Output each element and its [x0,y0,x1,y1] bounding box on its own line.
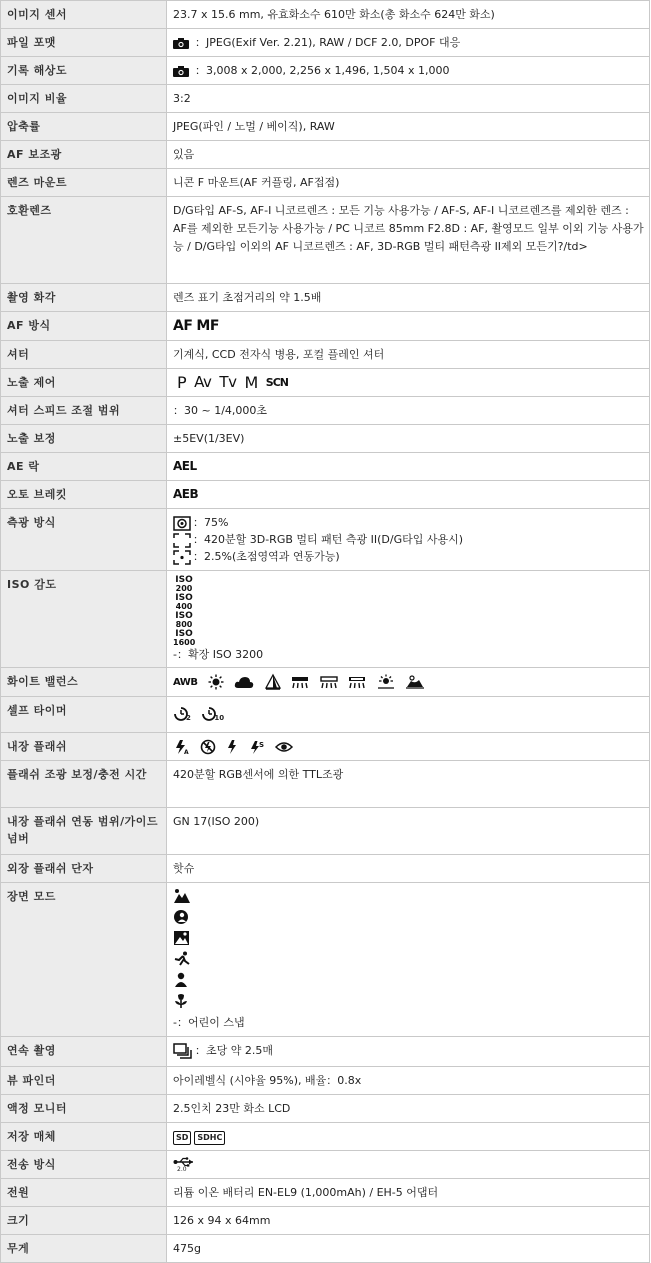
spot-metering-icon [173,550,191,565]
svg-text:S: S [258,740,264,749]
table-row [1,340,650,368]
shade-icon [265,674,281,690]
self-timer-2s-icon: 2 [173,702,191,727]
row-label: 저장 매체 [1,1122,167,1150]
row-label: AE 락 [1,453,167,481]
row-value [167,668,650,697]
row-value: 아이레벨식 (시야율 95%), 배율：0.8x [167,1066,650,1094]
row-value: ：30 ~ 1/4,000초 [167,397,650,425]
row-label: 무게 [1,1234,167,1262]
table-row [1,29,650,57]
table-row [1,453,650,481]
iso-800-icon: ISO 800 [175,611,193,629]
portrait-icon [173,972,645,993]
row-value: 있음 [167,141,650,169]
row-label: AF 방식 [1,312,167,341]
center-weighted-metering-icon [173,516,191,531]
continuous-shooting-text: ：초당 약 2.5매 [195,1043,273,1057]
table-row [1,1036,650,1066]
metering-text: ：420분할 3D-RGB 멀티 패턴 측광 II(D/G타입 사용시) [193,533,464,546]
row-label: 셔터 [1,340,167,368]
row-value: GN 17(ISO 200) [167,807,650,854]
table-row [1,57,650,85]
red-eye-reduction-icon [275,740,293,754]
row-label: 파일 포맷 [1,29,167,57]
matrix-metering-icon [173,533,191,548]
incandescent-icon [208,674,224,690]
table-row [1,1094,650,1122]
table-row [1,1150,650,1178]
table-row [1,854,650,882]
cloudy-icon [234,675,254,689]
table-row [1,1178,650,1206]
metering-line [173,531,645,548]
row-value [167,57,650,85]
flash-slow-sync-icon [249,739,265,755]
row-value: 3:2 [167,85,650,113]
metering-text: ：75% [193,516,229,529]
row-value [167,509,650,571]
row-value [167,571,650,668]
landscape-icon [173,888,645,909]
row-value: 핫슈 [167,854,650,882]
metering-line [173,514,645,531]
row-label: 액정 모니터 [1,1094,167,1122]
row-label: 기록 해상도 [1,57,167,85]
table-row [1,284,650,312]
row-label: 셔터 스피드 조절 범위 [1,397,167,425]
row-value: 렌즈 표기 초점거리의 약 1.5배 [167,284,650,312]
table-row [1,571,650,668]
row-label: 전원 [1,1178,167,1206]
table-row [1,668,650,697]
row-label: 장면 모드 [1,882,167,1036]
camera-icon [173,66,189,77]
row-value [167,732,650,760]
row-label: 뷰 파인더 [1,1066,167,1094]
camera-icon [173,38,189,49]
continuous-shooting-icon [173,1043,193,1059]
flash-auto-icon [173,739,189,755]
table-row [1,141,650,169]
row-label: 외장 플래쉬 단자 [1,854,167,882]
row-label: 연속 촬영 [1,1036,167,1066]
iso-extended-text: -：확장 ISO 3200 [173,648,264,661]
usb-icon: 2.0 [173,1157,195,1173]
row-value [167,453,650,481]
table-row [1,696,650,732]
resolution-text: ：3,008 x 2,000, 2,256 x 1,496, 1,504 x 1,000 [195,64,450,77]
ae-lock-icon: AEL [173,459,197,473]
row-label: 오토 브레킷 [1,481,167,509]
row-value: 475g [167,1234,650,1262]
row-value: D/G타입 AF-S, AF-I 니코르렌즈 : 모든 기능 사용가능 / AF-S, AF-I 니코르렌즈를 제외한 렌즈 : AF를 제외한 모든기능 사용가능 / PC 니코르 85mm F2.8D : AF, 촬영모드 일부 이외 기능 사용가능 / D/G타입 이외의 AF 니코르렌즈 : AF, 3D-RGB 멀티 패턴측광 II제외 모든기?/td> [167,197,650,284]
row-value: 23.7 x 15.6 mm, 유효화소수 610만 화소(총 화소수 624만 화소) [167,1,650,29]
row-label: AF 보조광 [1,141,167,169]
row-value: 기계식, CCD 전자식 병용, 포컬 플레인 셔터 [167,340,650,368]
table-row [1,397,650,425]
row-label: 내장 플래쉬 연동 범위/가이드넘버 [1,807,167,854]
metering-text: ：2.5%(초점영역과 연동가능) [193,550,340,563]
table-row [1,312,650,341]
row-label: 전송 방식 [1,1150,167,1178]
row-label: 노출 제어 [1,368,167,397]
row-label: ISO 감도 [1,571,167,668]
row-value: JPEG(파인 / 노멀 / 베이직), RAW [167,113,650,141]
fluorescent-icon [291,674,309,690]
fluorescent-2-icon [320,674,338,690]
row-value [167,1036,650,1066]
preset-manual-icon [405,675,425,689]
direct-sunlight-icon [377,674,395,690]
table-row [1,509,650,571]
manual-mode-icon: M [244,373,258,392]
row-value [167,1122,650,1150]
night-portrait-icon [173,909,645,930]
row-label: 이미지 센서 [1,1,167,29]
iso-400-icon: ISO 400 [175,593,193,611]
child-snap-text: -：어린이 스냅 [173,1015,245,1029]
flash-off-icon [200,739,216,755]
table-row [1,113,650,141]
flash-fill-icon [226,739,238,755]
row-value [167,29,650,57]
auto-white-balance-icon: AWB [173,676,198,688]
row-label: 화이트 밸런스 [1,668,167,697]
row-label: 렌즈 마운트 [1,169,167,197]
row-label: 이미지 비율 [1,85,167,113]
row-value: 리튬 이온 배터리 EN-EL9 (1,000mAh) / EH-5 어댑터 [167,1178,650,1206]
row-value: 2.5인치 23만 화소 LCD [167,1094,650,1122]
row-value [167,882,650,1036]
table-row [1,807,650,854]
row-label: 내장 플래쉬 [1,732,167,760]
af-mode-icon: AF [173,317,193,334]
night-landscape-icon [173,930,645,951]
row-value [167,368,650,397]
sports-icon [173,951,645,972]
close-up-icon [173,993,645,1014]
row-value [167,696,650,732]
row-label: 측광 방식 [1,509,167,571]
row-label: 플래쉬 조광 보정/충전 시간 [1,760,167,807]
mf-mode-icon: MF [196,317,219,334]
row-label: 압축률 [1,113,167,141]
aperture-priority-icon: Av [194,373,212,391]
shutter-priority-icon: Tv [219,373,237,391]
svg-text:A: A [184,748,189,756]
row-value: 420분할 RGB센서에 의한 TTL조광 [167,760,650,807]
table-row [1,1,650,29]
scene-mode-icon: SCN [265,376,288,389]
table-row [1,1206,650,1234]
row-value: 126 x 94 x 64mm [167,1206,650,1234]
table-row [1,732,650,760]
program-mode-icon: P [177,373,187,392]
row-value: 니콘 F 마운트(AF 커플링, AF접점) [167,169,650,197]
metering-line [173,548,645,565]
row-label: 호환렌즈 [1,197,167,284]
row-label: 노출 보정 [1,425,167,453]
table-row [1,1122,650,1150]
file-format-text: ：JPEG(Exif Ver. 2.21), RAW / DCF 2.0, DPOF 대응 [195,36,461,49]
table-row [1,1066,650,1094]
self-timer-10s-icon: 10 [201,702,224,727]
row-label: 셀프 타이머 [1,696,167,732]
row-label: 크기 [1,1206,167,1234]
table-row [1,368,650,397]
iso-200-icon: ISO 200 [175,575,193,593]
table-row [1,425,650,453]
sd-card-icon: SD [173,1131,191,1145]
table-row [1,760,650,807]
table-row [1,169,650,197]
iso-1600-icon: ISO 1600 [173,629,196,647]
row-value [167,481,650,509]
row-label: 촬영 화각 [1,284,167,312]
table-row [1,481,650,509]
sdhc-card-icon: SDHC [194,1131,225,1145]
row-value: ±5EV(1/3EV) [167,425,650,453]
row-value [167,312,650,341]
table-row [1,85,650,113]
row-value [167,1150,650,1178]
auto-bracket-icon: AEB [173,487,199,501]
table-row [1,197,650,284]
table-row [1,1234,650,1262]
fluorescent-3-icon [348,674,366,690]
table-row [1,882,650,1036]
